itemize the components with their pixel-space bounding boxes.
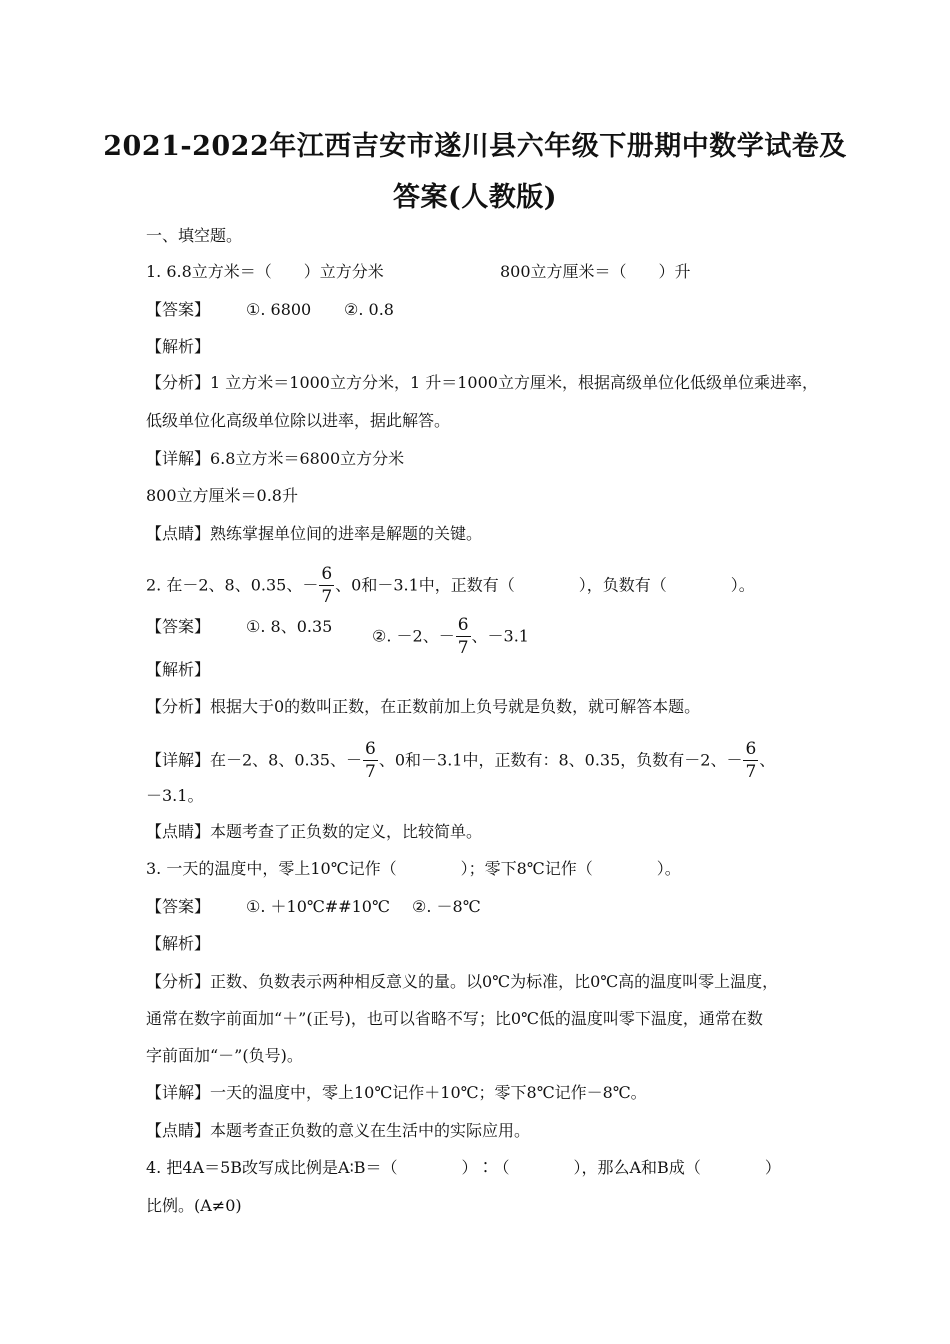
question-2-jiexi: 【解析】	[146, 660, 211, 679]
question-1-dianjing: 【点睛】熟练掌握单位间的进率是解题的关键。	[146, 524, 483, 543]
fraction-numerator: 6	[745, 739, 757, 759]
question-2-xiangjie-a: 【详解】在－2、8、0.35、－	[146, 750, 362, 770]
question-2-stem-b: 、0和－3.1中，正数有（ ），负数有（ ）。	[335, 575, 755, 595]
question-1-stem-b: 800立方厘米＝（ ）升	[500, 262, 691, 281]
fraction-six-sevenths	[456, 617, 471, 657]
question-4-stem-1: 4. 把4A＝5B改写成比例是A∶B＝（ ）∶（ ），那么A和B成（ ）	[146, 1158, 781, 1177]
question-1-fenxi-1: 【分析】1 立方米＝1000立方分米，1 升＝1000立方厘米，根据高级单位化低级单位乘进率，	[146, 373, 818, 392]
question-2-xiangjie-2: －3.1。	[146, 786, 204, 805]
fraction-numerator: 6	[365, 739, 376, 759]
question-3-answer-2: ②. －8℃	[412, 897, 481, 916]
question-3-answer-1: ①. ＋10℃##10℃	[246, 897, 390, 916]
fraction-six-sevenths	[743, 741, 758, 781]
section-heading: 一、填空题。	[146, 226, 243, 245]
question-2-xiangjie	[146, 741, 775, 781]
document-title-line2: 答案(人教版)	[392, 182, 558, 213]
question-2-fenxi: 【分析】根据大于0的数叫正数，在正数前加上负号就是负数，就可解答本题。	[146, 697, 701, 716]
question-1-xiangjie-2: 800立方厘米＝0.8升	[146, 486, 298, 505]
question-1-xiangjie-1: 【详解】6.8立方米＝6800立方分米	[146, 449, 405, 468]
fraction-numerator: 6	[321, 564, 333, 584]
question-1-answer-2: ②. 0.8	[344, 300, 394, 319]
question-1-answer-1: ①. 6800	[246, 300, 312, 319]
question-1-stem-a: 1. 6.8立方米＝（ ）立方分米	[146, 262, 384, 281]
question-2-dianjing: 【点睛】本题考查了正负数的定义，比较简单。	[146, 822, 483, 841]
question-3-xiangjie: 【详解】一天的温度中，零上10℃记作＋10℃；零下8℃记作－8℃。	[146, 1083, 647, 1102]
fraction-denominator: 7	[365, 762, 376, 782]
question-3-fenxi-1: 【分析】正数、负数表示两种相反意义的量。以0℃为标准，比0℃高的温度叫零上温度，	[146, 972, 779, 991]
question-2-stem	[146, 566, 755, 606]
question-3-jiexi: 【解析】	[146, 934, 211, 953]
question-3-dianjing: 【点睛】本题考查正负数的意义在生活中的实际应用。	[146, 1121, 531, 1140]
question-1-fenxi-2: 低级单位化高级单位除以进率，据此解答。	[146, 411, 451, 430]
question-2-answer-1: ①. 8、0.35	[246, 617, 333, 636]
question-2-answer-label: 【答案】	[146, 617, 211, 636]
question-3-answer-label: 【答案】	[146, 897, 211, 916]
question-2-answer-2-a: ②. －2、－	[372, 626, 455, 646]
fraction-six-sevenths	[319, 566, 334, 606]
fraction-denominator: 7	[745, 762, 757, 782]
fraction-six-sevenths	[363, 741, 378, 781]
document-title-line1: 2021-2022年江西吉安市遂川县六年级下册期中数学试卷及	[103, 131, 847, 162]
question-2-stem-a: 2. 在－2、8、0.35、－	[146, 575, 319, 595]
question-2-answer-2-b: 、－3.1	[471, 626, 529, 646]
question-2-xiangjie-c: 、	[759, 750, 776, 770]
question-3-fenxi-2: 通常在数字前面加“＋”(正号)，也可以省略不写；比0℃低的温度叫零下温度，通常在数	[146, 1009, 763, 1028]
fraction-denominator: 7	[321, 587, 333, 607]
question-1-answer-label: 【答案】	[146, 300, 211, 319]
question-2-answer-2	[372, 617, 529, 657]
fraction-denominator: 7	[457, 638, 469, 658]
question-1-jiexi: 【解析】	[146, 337, 211, 356]
question-4-stem-2: 比例。(A≠0)	[146, 1196, 242, 1215]
question-3-fenxi-3: 字前面加“－”(负号)。	[146, 1046, 303, 1065]
question-3-stem: 3. 一天的温度中，零上10℃记作（ ）；零下8℃记作（ ）。	[146, 859, 681, 878]
fraction-numerator: 6	[457, 615, 469, 635]
question-2-xiangjie-b: 、0和－3.1中，正数有：8、0.35，负数有－2、－	[378, 750, 743, 770]
